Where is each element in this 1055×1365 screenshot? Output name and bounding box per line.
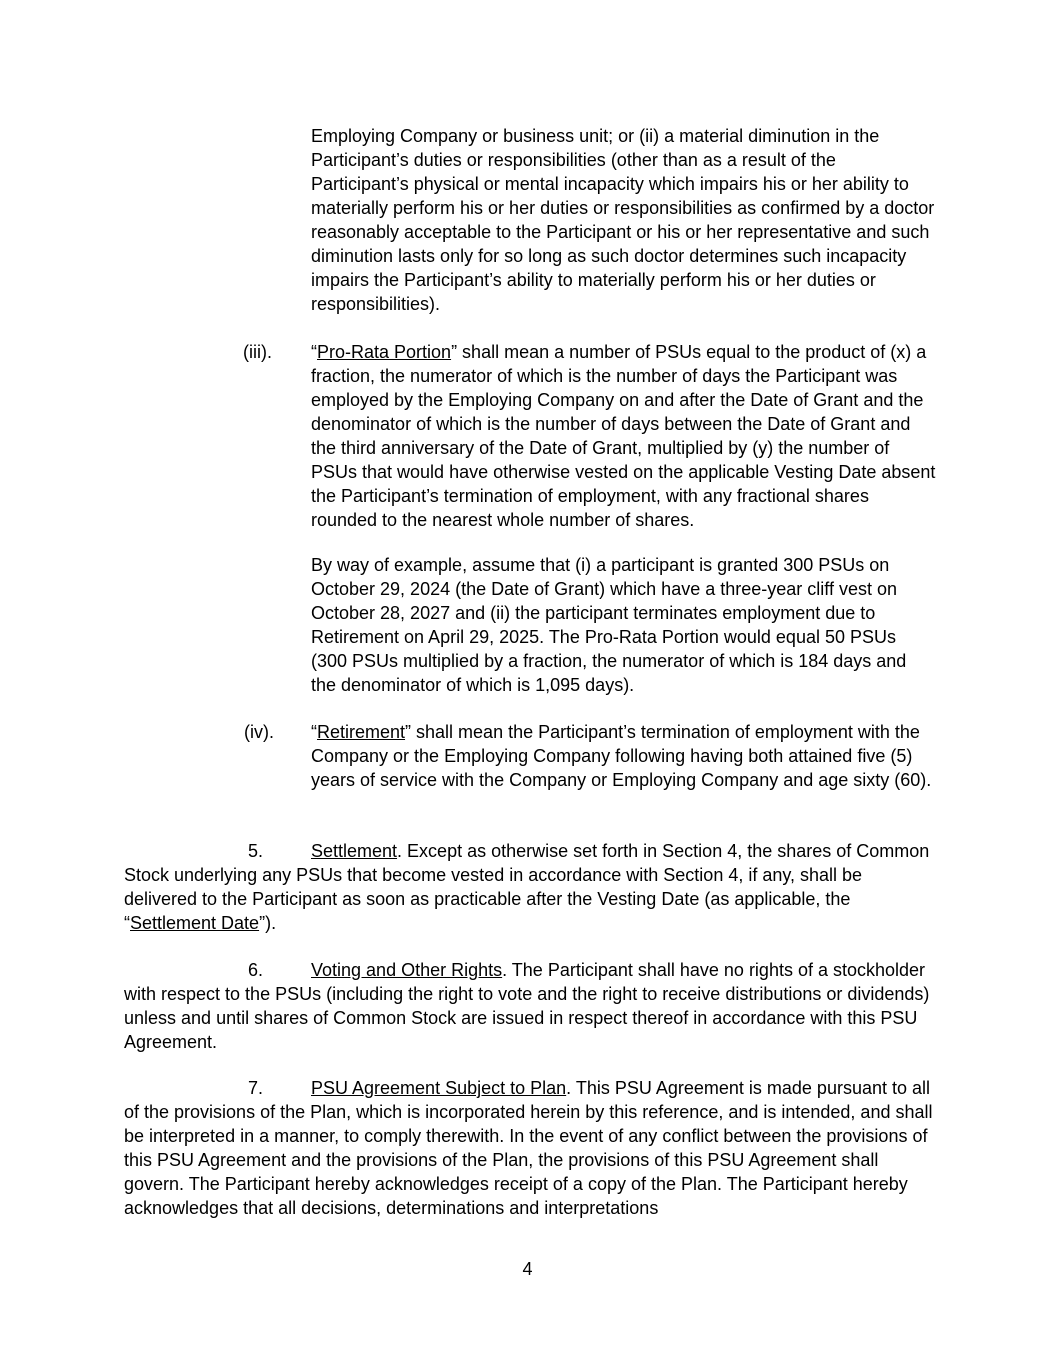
section-6-body: . The Participant shall have no rights of a stockholder with respect to the PSUs (including the right to vote and the right to receive distributions or dividends) unless and until shares of Common Stock are issued in respect thereof in accordance with this PSU Agreement. [124,960,930,1052]
item-iii-definition [311,340,936,532]
section-5-paragraph [124,839,936,935]
section-5-number: 5. [248,841,264,861]
section-5-heading: Settlement [311,841,398,861]
example-paragraph: By way of example, assume that (i) a participant is granted 300 PSUs on October 29, 2024 (the Date of Grant) which have a three-year cliff vest on October 28, 2027 and (ii) the participant terminates employment due to Retirement on April 29, 2025. The Pro-Rata Portion would equal 50 PSUs (300 PSUs multiplied by a fraction, the numerator of which is 184 days and the denominator of which is 1,095 days). [311,555,907,695]
definition-body: ” shall mean a number of PSUs equal to the product of (x) a fraction, the numerator of which is the number of days the Participant was employed by the Employing Company on and after the Date of Grant and the denominator of which is the number of days between the Date of Grant and the third anniversary of the Date of Grant, multiplied by (y) the number of PSUs that would have otherwise vested on the applicable Vesting Date absent the Participant’s termination of employment, with any fractional shares rounded to the nearest whole number of shares. [311,342,936,530]
open-quote: “ [311,722,317,742]
defined-term-retirement: Retirement [317,722,406,742]
section-7-number: 7. [248,1078,264,1098]
page-number: 4 [522,1259,533,1279]
continuation-paragraph: Employing Company or business unit; or (ii) a material diminution in the Participant’s duties or responsibilities (other than as a result of the Participant’s physical or mental incapacity which impairs his or her ability to materially perform his or her duties or responsibilities as confirmed by a doctor reasonably acceptable to the Participant or his or her representative and such diminution lasts only for so long as such doctor determines such incapacity impairs the Participant’s ability to materially perform his or her duties or responsibilities). [311,126,935,314]
item-iv-definition [311,720,936,792]
section-5-close: ”). [259,913,277,933]
section-7-body: . This PSU Agreement is made pursuant to all of the provisions of the Plan, which is incorporated herein by this reference, and is intended, and shall be interpreted in a manner, to comply therewith. In the event of any conflict between the provisions of this PSU Agreement and the provisions of the Plan, the provisions of this PSU Agreement shall govern. The Participant hereby acknowledges receipt of a copy of the Plan. The Participant hereby acknowledges that all decisions, determinations and interpretations [124,1078,933,1218]
section-6-heading: Voting and Other Rights [311,960,503,980]
open-quote: “ [311,342,317,362]
defined-term-pro-rata-portion: Pro-Rata Portion [317,342,452,362]
section-6-number: 6. [248,960,264,980]
item-iii-label: (iii). [243,342,272,362]
item-iv-label: (iv). [244,722,274,742]
defined-term-settlement-date: Settlement Date [130,913,260,933]
section-7-paragraph [124,1076,936,1220]
section-7-heading: PSU Agreement Subject to Plan [311,1078,567,1098]
definition-body: ” shall mean the Participant’s termination of employment with the Company or the Employing Company following having both attained five (5) years of service with the Company or Employing Company and age sixty (60). [311,722,932,790]
section-6-paragraph [124,958,936,1054]
section-5-body: . Except as otherwise set forth in Section 4, the shares of Common Stock underlying any PSUs that become vested in accordance with Section 4, if any, shall be delivered to the Participant as soon as practicable after the Vesting Date (as applicable, the “ [124,841,930,933]
